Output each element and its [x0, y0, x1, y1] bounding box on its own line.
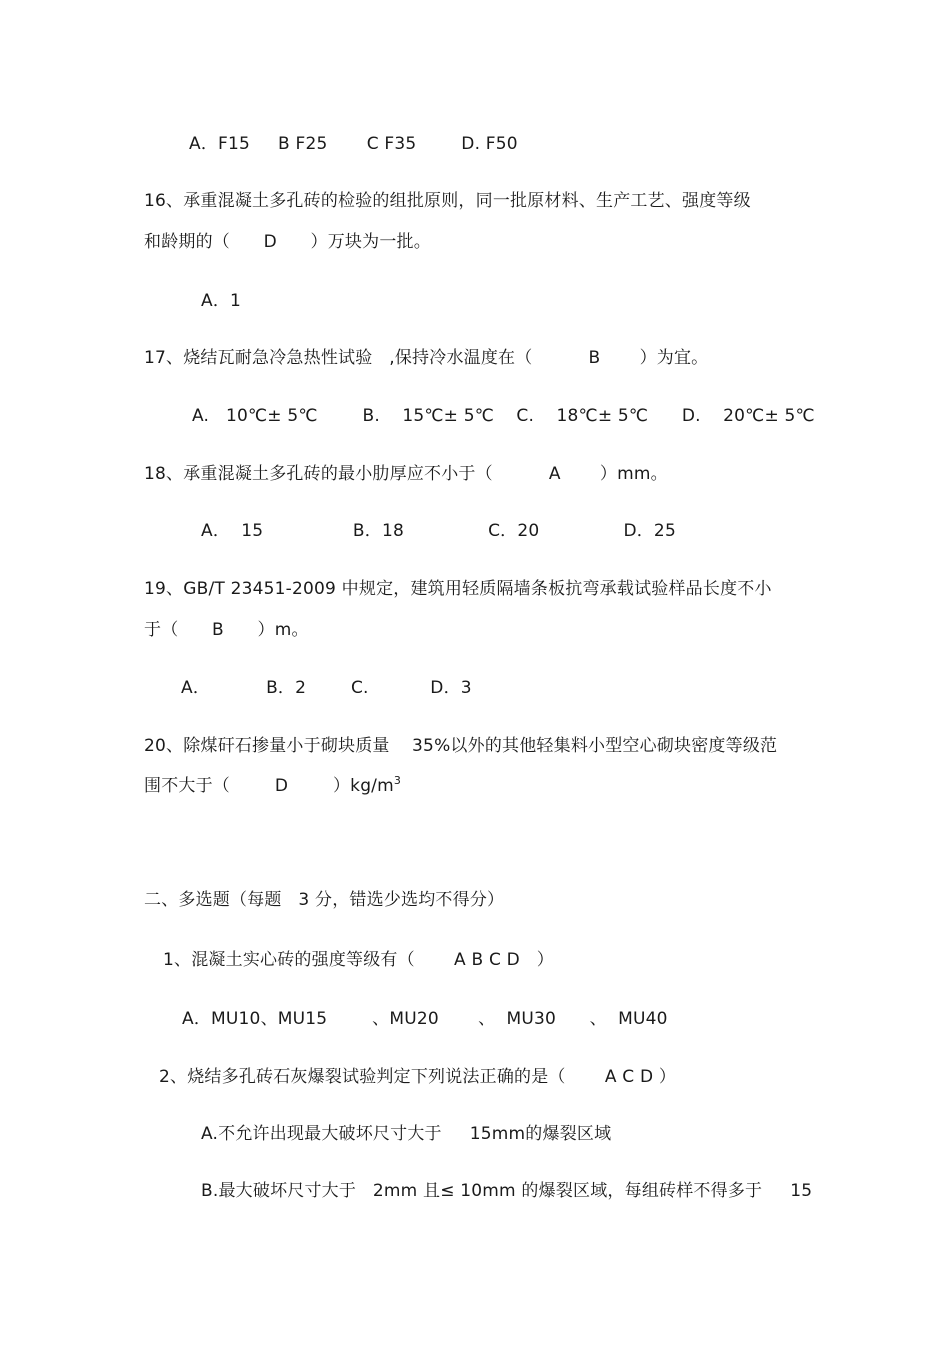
multi-question-1: 1、混凝土实心砖的强度等级有（ A B C D ） — [163, 950, 554, 970]
question-17: 17、烧结瓦耐急冷急热性试验 ,保持冷水温度在（ B ）为宜。 — [144, 348, 709, 368]
section-heading-multiple-choice: 二、多选题（每题 3 分，错选少选均不得分） — [144, 890, 505, 910]
answer-options-q17: A. 10℃± 5℃ B. 15℃± 5℃ C. 18℃± 5℃ D. 20℃± 5℃ — [192, 406, 815, 426]
multi-question-2: 2、烧结多孔砖石灰爆裂试验判定下列说法正确的是（ A C D ） — [159, 1067, 677, 1087]
option-a-mq2: A.不允许出现最大破坏尺寸大于 15mm的爆裂区域 — [201, 1124, 612, 1144]
answer-options-q15: A．F15 B F25 C F35 D. F50 — [189, 134, 518, 154]
question-20-line-2: 围不大于（ D ）$kg/m^3$ — [144, 774, 402, 796]
question-19-line-1: 19、GB/T 23451-2009 中规定，建筑用轻质隔墙条板抗弯承载试验样品长度不小 — [144, 579, 772, 599]
question-16-line-2: 和龄期的（ D ）万块为一批。 — [144, 232, 431, 252]
answer-options-mq1: A．MU10、MU15 、MU20 、 MU30 、 MU40 — [182, 1009, 668, 1029]
answer-options-q19: A． B．2 C. D．3 — [181, 678, 472, 698]
answer-options-q16: A．1 — [201, 291, 242, 311]
question-18: 18、承重混凝土多孔砖的最小肋厚应不小于（ A ）mm。 — [144, 464, 668, 484]
answer-options-q18: A． 15 B．18 C．20 D．25 — [201, 521, 676, 541]
option-b-mq2: B.最大破坏尺寸大于 2mm 且≤ 10mm 的爆裂区域，每组砖样不得多于 15 — [201, 1181, 813, 1201]
question-19-line-2: 于（ B ）m。 — [144, 620, 309, 640]
question-20-line-1: 20、除煤矸石掺量小于砌块质量 35%以外的其他轻集料小型空心砌块密度等级范 — [144, 736, 778, 756]
superscript-3: 3 — [393, 774, 402, 787]
question-16-line-1: 16、承重混凝土多孔砖的检验的组批原则，同一批原材料、生产工艺、强度等级 — [144, 191, 751, 211]
